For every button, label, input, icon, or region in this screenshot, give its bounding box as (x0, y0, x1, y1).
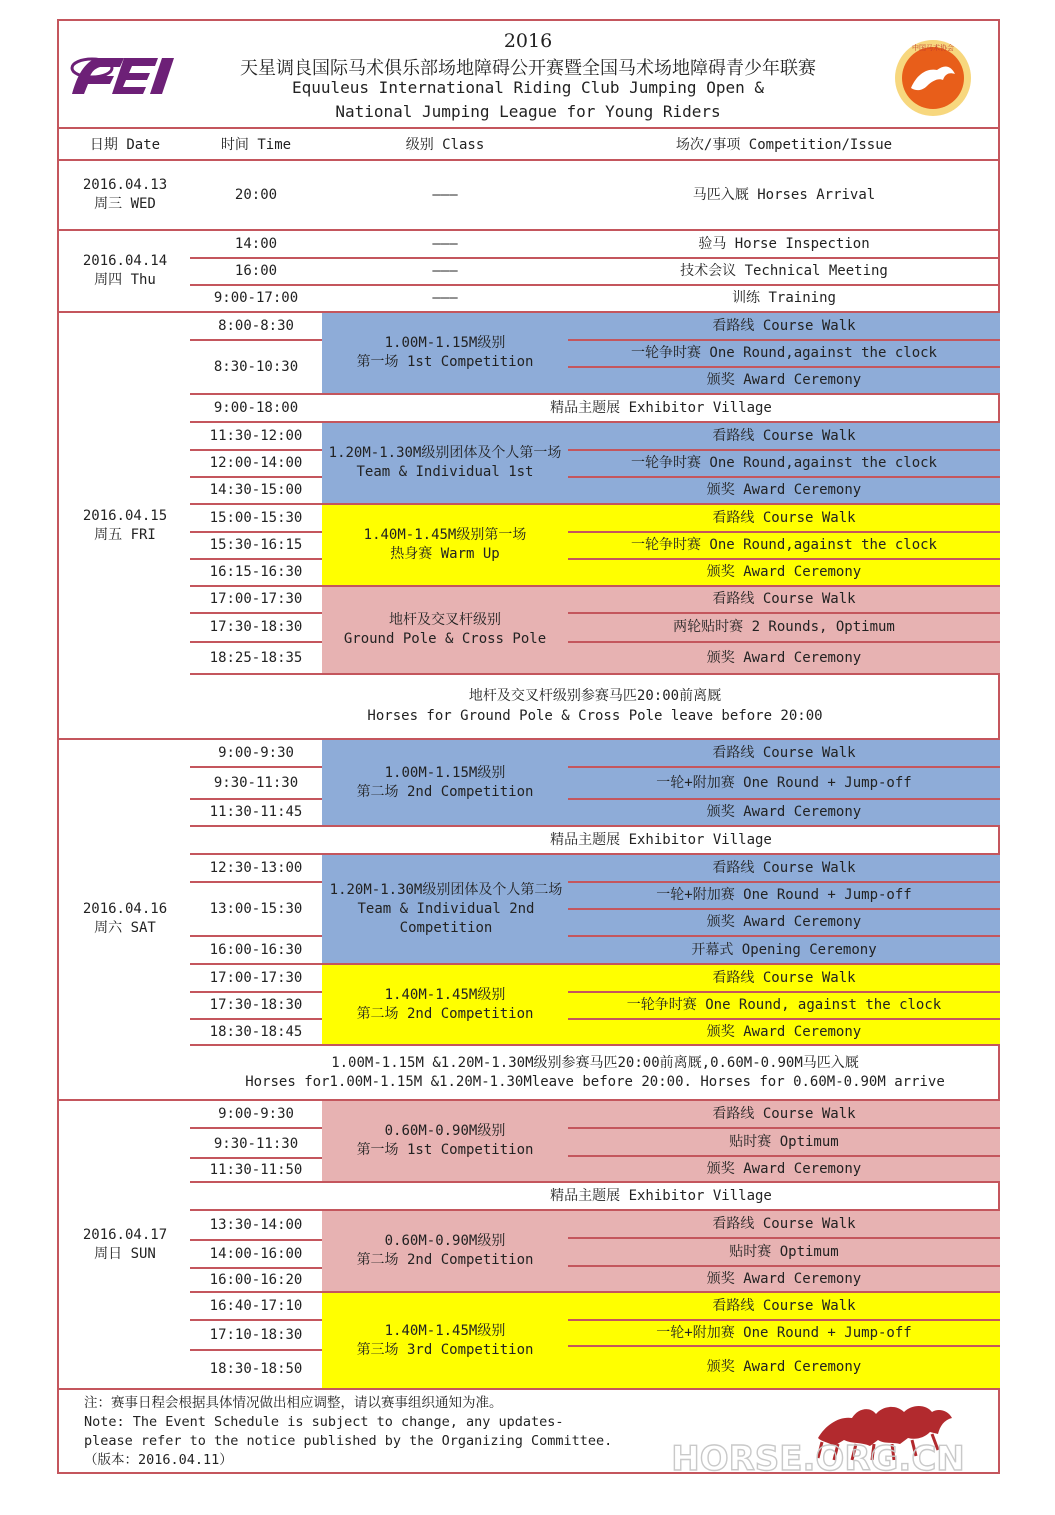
day-15-date (60, 313, 190, 738)
time-cell: 11:30-11:45 (209, 804, 303, 820)
class-cell (322, 505, 568, 585)
time-cell: 17:30-18:30 (209, 997, 303, 1013)
class-cell (322, 740, 568, 825)
item-cell: 颁奖 Award Ceremony (706, 1359, 862, 1375)
item-cell: 看路线 Course Walk (712, 1297, 856, 1314)
class-label: 1.20M-1.30M级别团体及个人第二场 Team & Individual 2nd Competition (329, 881, 563, 936)
time-cell: 11:30-11:50 (209, 1161, 303, 1178)
item-cell: 颁奖 Award Ceremony (706, 649, 862, 666)
time-cell: 9:00-17:00 (213, 290, 299, 306)
class-cell (322, 1293, 568, 1388)
item-cell: 看路线 Course Walk (712, 859, 856, 876)
item-cell: 两轮贴时赛 2 Rounds, Optimum (673, 619, 895, 635)
time-cell: 17:00-17:30 (209, 969, 303, 986)
column-header-class: 级别 Class (405, 136, 485, 153)
class-label: 1.00M-1.15M级别 第一场 1st Competition (356, 335, 534, 370)
day-17-date (60, 1101, 190, 1388)
item-cell: 技术会议 Technical Meeting (680, 263, 888, 279)
footer-note-cn: 注：赛事日程会根据具体情况做出相应调整，请以赛事组织通知为准。 (84, 1395, 503, 1411)
class-cell: ——— (432, 235, 458, 252)
time-cell: 17:30-18:30 (209, 619, 303, 635)
time-cell: 8:30-10:30 (213, 358, 299, 375)
header-title-en-1: Equuleus International Riding Club Jumping Open & (291, 78, 764, 97)
horse-org-watermark (628, 1440, 1008, 1478)
time-cell: 17:00-17:30 (209, 591, 303, 607)
class-label: 1.40M-1.45M级别 第三场 3rd Competition (356, 1322, 534, 1358)
item-cell: 看路线 Course Walk (712, 509, 856, 526)
exhibitor-village: 精品主题展 Exhibitor Village (550, 831, 772, 848)
item-cell: 颁奖 Award Ceremony (706, 482, 862, 498)
item-cell: 颁奖 Award Ceremony (706, 804, 862, 820)
note-en: Horses for1.00M-1.15M &1.20M-1.30Mleave before 20:00. Horses for 0.60M-0.90M arrive (245, 1073, 945, 1090)
footer-notes (84, 1394, 644, 1470)
item-cell: 看路线 Course Walk (712, 317, 856, 334)
item-cell: 验马 Horse Inspection (698, 235, 870, 252)
note-en: Horses for Ground Pole & Cross Pole leave before 20:00 (367, 707, 823, 724)
exhibitor-village: 精品主题展 Exhibitor Village (550, 1187, 772, 1204)
svg-text:中国马术协会: 中国马术协会 (912, 44, 954, 52)
time-cell: 9:30-11:30 (213, 1135, 299, 1152)
day-16-date (60, 740, 190, 1098)
class-label: 1.40M-1.45M级别第一场 热身赛 Warm Up (363, 527, 527, 562)
class-cell (322, 313, 568, 393)
item-cell: 颁奖 Award Ceremony (706, 1023, 862, 1040)
time-cell: 16:00-16:20 (209, 1271, 303, 1288)
item-cell: 一轮争时赛 One Round,against the clock (630, 345, 937, 361)
item-cell: 颁奖 Award Ceremony (706, 372, 862, 388)
item-cell: 一轮+附加赛 One Round + Jump-off (656, 774, 912, 791)
svg-text:HORSE.ORG.CN: HORSE.ORG.CN (671, 1440, 965, 1478)
footer-note-en-2: please refer to the notice published by the Organizing Committee. (84, 1433, 613, 1449)
time-cell: 9:30-11:30 (213, 774, 299, 791)
time-cell: 13:00-15:30 (209, 900, 303, 917)
time-cell: 12:00-14:00 (209, 455, 303, 471)
weekday-text: 周五 FRI (94, 526, 156, 543)
fei-logo (66, 52, 196, 97)
item-cell: 颁奖 Award Ceremony (706, 564, 862, 580)
time-cell: 8:00-8:30 (218, 317, 294, 334)
time-cell: 11:30-12:00 (209, 427, 303, 444)
item-cell: 贴时赛 Optimum (729, 1133, 839, 1150)
time-cell: 12:30-13:00 (209, 859, 303, 876)
time-cell: 14:30-15:00 (209, 482, 303, 498)
column-header-competition: 场次/事项 Competition/Issue (675, 136, 893, 153)
exhibitor-village: 精品主题展 Exhibitor Village (550, 399, 772, 416)
class-label: 1.20M-1.30M级别团体及个人第一场 Team & Individual 1st (328, 445, 562, 480)
class-label: 1.00M-1.15M级别 第二场 2nd Competition (356, 764, 534, 800)
class-cell (322, 1101, 568, 1181)
header-year: 2016 (503, 30, 553, 52)
date-text: 2016.04.15 (82, 507, 168, 524)
class-cell (322, 587, 568, 673)
item-cell: 一轮争时赛 One Round, against the clock (626, 997, 942, 1013)
column-header-time: 时间 Time (220, 136, 292, 153)
item-cell: 马匹入厩 Horses Arrival (692, 186, 876, 203)
item-cell: 看路线 Course Walk (712, 744, 856, 761)
time-cell: 18:30-18:45 (209, 1023, 303, 1040)
class-cell (326, 423, 564, 503)
date-text: 2016.04.16 (82, 901, 168, 917)
item-cell: 看路线 Course Walk (712, 1105, 856, 1122)
item-cell: 颁奖 Award Ceremony (706, 914, 862, 930)
item-cell: 一轮争时赛 One Round,against the clock (630, 537, 937, 553)
footer-version: （版本：2016.04.11） (84, 1452, 233, 1468)
class-cell (322, 965, 568, 1044)
class-cell: ——— (432, 263, 458, 279)
item-cell: 训练 Training (732, 290, 836, 306)
time-cell: 18:30-18:50 (209, 1361, 303, 1377)
time-cell: 16:15-16:30 (209, 564, 303, 580)
equestrian-association-logo (893, 38, 973, 118)
time-cell: 9:00-9:30 (218, 744, 294, 761)
day-14-date (60, 231, 190, 311)
time-cell: 20:00 (234, 186, 278, 203)
item-cell: 看路线 Course Walk (712, 591, 856, 607)
weekday-text: 周四 Thu (94, 272, 156, 288)
class-label: 1.40M-1.45M级别 第二场 2nd Competition (356, 986, 534, 1022)
class-cell: ——— (432, 290, 458, 306)
day-13-date (60, 163, 190, 227)
class-label: 0.60M-0.90M级别 第一场 1st Competition (356, 1123, 534, 1158)
item-cell: 一轮+附加赛 One Round + Jump-off (656, 1324, 912, 1341)
time-cell: 16:00 (234, 263, 278, 279)
time-cell: 16:00-16:30 (209, 941, 303, 958)
item-cell: 贴时赛 Optimum (729, 1243, 839, 1260)
note-cn: 1.00M-1.15M &1.20M-1.30M级别参赛马匹20:00前离厩,0.60M-0.90M马匹入厩 (331, 1054, 859, 1071)
item-cell: 看路线 Course Walk (712, 969, 856, 986)
time-cell: 9:00-18:00 (213, 399, 299, 416)
time-cell: 17:10-18:30 (209, 1326, 303, 1343)
header-title-cn: 天星调良国际马术俱乐部场地障碍公开赛暨全国马术场地障碍青少年联赛 (240, 58, 816, 79)
item-cell: 开幕式 Opening Ceremony (691, 941, 877, 958)
header-title-en-2: National Jumping League for Young Riders (335, 102, 721, 121)
class-label: 0.60M-0.90M级别 第二场 2nd Competition (356, 1233, 534, 1268)
time-cell: 9:00-9:30 (218, 1105, 294, 1122)
item-cell: 一轮+附加赛 One Round + Jump-off (656, 887, 912, 903)
item-cell: 看路线 Course Walk (712, 1215, 856, 1232)
class-cell: ——— (432, 186, 458, 203)
time-cell: 15:00-15:30 (209, 509, 303, 526)
time-cell: 18:25-18:35 (209, 649, 303, 666)
date-text: 2016.04.14 (82, 253, 168, 269)
class-cell (328, 855, 564, 963)
time-cell: 16:40-17:10 (209, 1297, 303, 1314)
item-cell: 颁奖 Award Ceremony (706, 1270, 862, 1287)
class-label: 地杆及交叉杆级别 Ground Pole & Cross Pole (343, 612, 547, 647)
weekday-text: 周三 WED (94, 196, 156, 212)
time-cell: 13:30-14:00 (209, 1216, 303, 1233)
weekday-text: 周六 SAT (94, 920, 156, 936)
column-header-date: 日期 Date (89, 136, 161, 153)
time-cell: 14:00 (234, 235, 278, 252)
item-cell: 一轮争时赛 One Round,against the clock (630, 455, 937, 471)
time-cell: 14:00-16:00 (209, 1245, 303, 1262)
weekday-text: 周日 SUN (94, 1245, 156, 1262)
item-cell: 看路线 Course Walk (712, 427, 856, 444)
date-text: 2016.04.17 (82, 1226, 168, 1243)
note-cn: 地杆及交叉杆级别参赛马匹20:00前离厩 (468, 687, 722, 704)
time-cell: 15:30-16:15 (209, 537, 303, 553)
class-cell (322, 1211, 568, 1291)
item-cell: 颁奖 Award Ceremony (706, 1160, 862, 1177)
date-text: 2016.04.13 (82, 177, 168, 193)
footer-note-en-1: Note: The Event Schedule is subject to change, any updates- (84, 1414, 564, 1430)
